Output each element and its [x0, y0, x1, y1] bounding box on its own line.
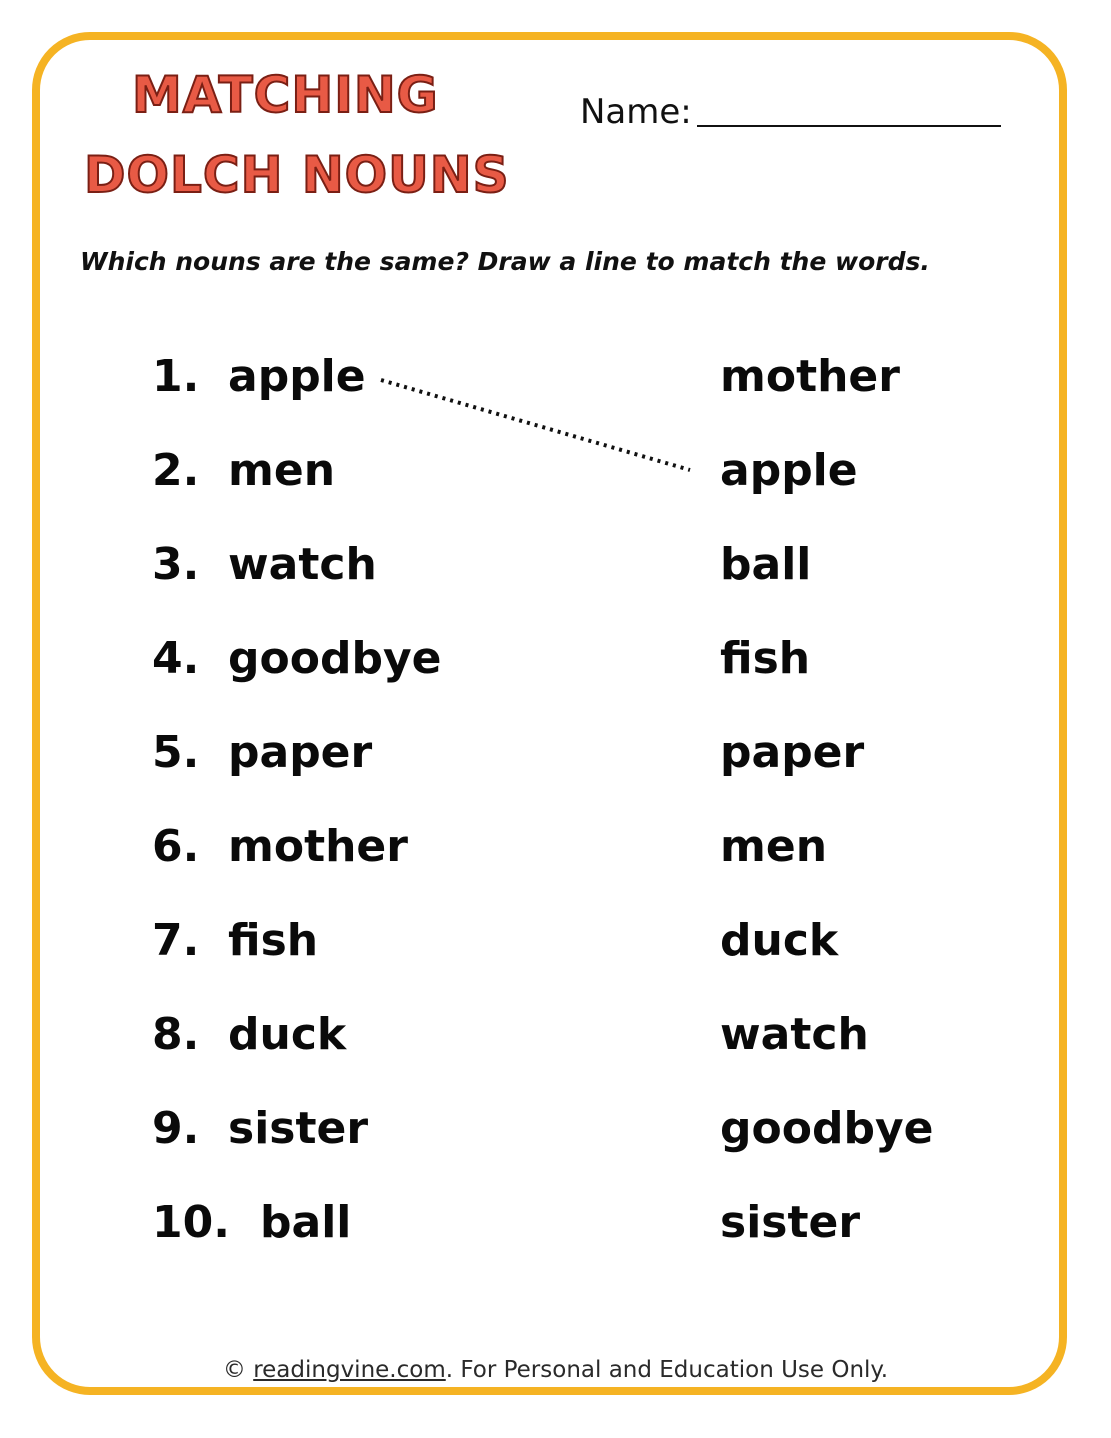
item-number: 2.	[152, 445, 200, 496]
right-item-4: fish	[720, 633, 811, 684]
right-item-1: mother	[720, 351, 900, 402]
item-number: 1.	[152, 351, 200, 402]
right-item-7: duck	[720, 915, 839, 966]
item-word: men	[228, 445, 336, 496]
item-number: 5.	[152, 727, 200, 778]
item-number: 10.	[152, 1197, 230, 1248]
name-field[interactable]	[697, 125, 1001, 127]
left-item-6	[152, 821, 408, 872]
left-item-3	[152, 539, 377, 590]
left-item-10	[152, 1197, 352, 1248]
right-item-9: goodbye	[720, 1103, 934, 1154]
item-number: 3.	[152, 539, 200, 590]
item-number: 6.	[152, 821, 200, 872]
item-number: 9.	[152, 1103, 200, 1154]
worksheet-title-line1: MATCHING	[132, 66, 439, 124]
item-word: watch	[228, 539, 377, 590]
item-number: 8.	[152, 1009, 200, 1060]
name-label: Name:	[580, 92, 692, 132]
left-item-9	[152, 1103, 369, 1154]
footer-link[interactable]: readingvine.com	[253, 1357, 446, 1383]
copyright-symbol: ©	[222, 1357, 246, 1383]
worksheet-title-line2: DOLCH NOUNS	[84, 146, 510, 204]
item-number: 4.	[152, 633, 200, 684]
item-word: goodbye	[228, 633, 442, 684]
right-item-10: sister	[720, 1197, 861, 1248]
footer-text: . For Personal and Education Use Only.	[445, 1357, 889, 1383]
right-item-8: watch	[720, 1009, 869, 1060]
right-item-6: men	[720, 821, 828, 872]
item-number: 7.	[152, 915, 200, 966]
item-word: sister	[228, 1103, 369, 1154]
right-item-2: apple	[720, 445, 858, 496]
footer	[0, 1357, 1111, 1383]
left-item-8	[152, 1009, 347, 1060]
item-word: apple	[228, 351, 366, 402]
left-item-2	[152, 445, 336, 496]
left-item-4	[152, 633, 442, 684]
item-word: fish	[228, 915, 319, 966]
left-item-7	[152, 915, 319, 966]
left-item-1	[152, 351, 366, 402]
right-item-5: paper	[720, 727, 865, 778]
item-word: paper	[228, 727, 373, 778]
item-word: mother	[228, 821, 408, 872]
worksheet-frame	[32, 32, 1067, 1395]
instructions: Which nouns are the same? Draw a line to match the words.	[80, 247, 930, 276]
item-word: duck	[228, 1009, 347, 1060]
item-word: ball	[260, 1197, 352, 1248]
left-item-5	[152, 727, 373, 778]
right-item-3: ball	[720, 539, 812, 590]
